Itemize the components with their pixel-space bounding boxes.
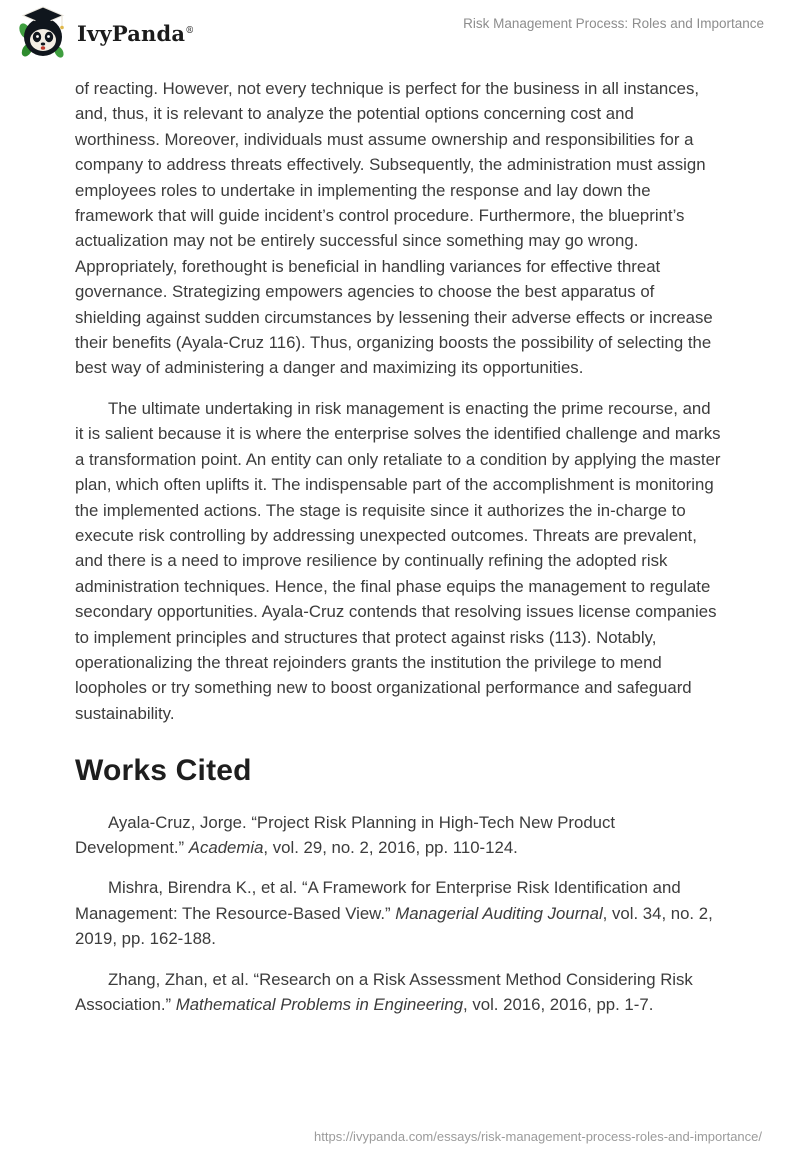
- citation-text: , vol. 29, no. 2, 2016, pp. 110-124.: [263, 837, 518, 857]
- ivypanda-logo[interactable]: [18, 6, 194, 60]
- brand-wordmark: [77, 21, 194, 46]
- citation-entry: [75, 875, 722, 951]
- document-title: Risk Management Process: Roles and Importance: [463, 16, 764, 31]
- works-cited-heading: Works Cited: [75, 754, 252, 788]
- source-url: https://ivypanda.com/essays/risk-management-process-roles-and-importance/: [314, 1129, 762, 1144]
- citation-text: , vol. 34, no. 2, 2019, pp. 162-188.: [75, 903, 713, 949]
- page-header: [0, 0, 800, 60]
- citation-journal: Managerial Auditing Journal: [395, 903, 603, 923]
- essay-content: [0, 60, 800, 1017]
- citation-text: Zhang, Zhan, et al. “Research on a Risk Assessment Method Considering Risk Association.”: [75, 969, 693, 1014]
- citation-journal: Mathematical Problems in Engineering: [175, 995, 464, 1014]
- body-paragraph: of reacting. However, not every technique is perfect for the business in all instances, and, thus, it is relevant to analyze the potential options concerning cost and worthiness. Moreover, individuals must assume ownership and responsibilities for a company to address threats effectively. Subsequently, the administration must assign employees roles to undertake in implementing the response and lay down the framework that will guide incident’s control procedure. Furthermore, the blueprint’s actualization may not be entirely successful since something may go wrong. Appropriately, forethought is beneficial in handling variances for effective threat governance. Strategizing empowers agencies to choose the best apparatus of shielding against sudden circumstances by lessening their adverse effects or increase their benefits (Ayala-Cruz 116). Thus, organizing boosts the possibility of selecting the best way of administering a danger and maximizing its opportunities.: [75, 79, 713, 378]
- brand-name: IvyPanda: [77, 20, 186, 46]
- citation-entry: [75, 967, 722, 1018]
- citation-entry: [75, 810, 722, 861]
- citation-text: Mishra, Birendra K., et al. “A Framework for Enterprise Risk Identification and Management: The Resource-Based View.”: [75, 878, 681, 923]
- citation-text: , vol. 2016, 2016, pp. 1-7.: [463, 995, 654, 1014]
- ivypanda-mascot-icon: [18, 6, 68, 60]
- citation-journal: Academia: [188, 837, 264, 857]
- citation-text: Ayala-Cruz, Jorge. “Project Risk Planning in High-Tech New Product Development.”: [75, 812, 616, 857]
- body-paragraph: The ultimate undertaking in risk management is enacting the prime recourse, and it is salient because it is where the enterprise solves the identified challenge and marks a transformation point. An entity can only retaliate to a condition by applying the master plan, which often uplifts it. The indispensable part of the accomplishment is monitoring the implemented actions. The stage is requisite since it authorizes the in-charge to execute risk controlling by addressing unexpected outcomes. Threats are prevalent, and there is a need to improve resilience by continually refining the adopted risk administration techniques. Hence, the final phase equips the management to regulate secondary opportunities. Ayala-Cruz contends that resolving issues license companies to implement principles and structures that protect against risks (113). Notably, operationalizing the threat rejoinders grants the institution the privilege to mend loopholes or try something new to boost organizational performance and safeguard sustainability.: [75, 398, 721, 723]
- registered-mark: ®: [185, 25, 195, 36]
